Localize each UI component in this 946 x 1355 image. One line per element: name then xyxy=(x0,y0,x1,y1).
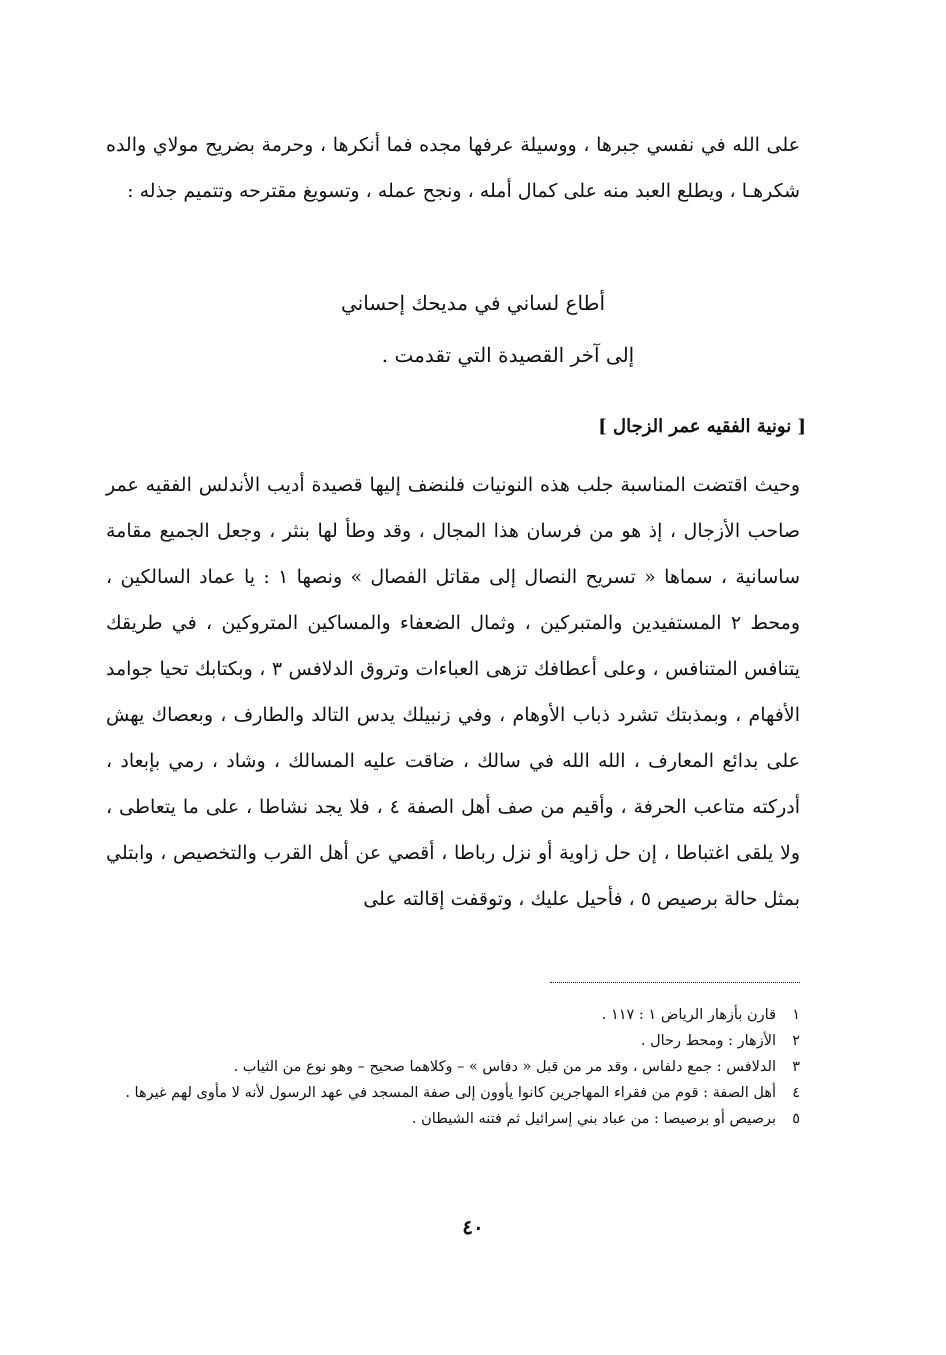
footnote-number: ٥ xyxy=(792,1111,800,1127)
footnote-number: ٣ xyxy=(792,1059,800,1075)
footnote-divider xyxy=(550,982,800,983)
footnote-text: الأزهار : ومحط رحال . xyxy=(640,1033,776,1049)
footnote-item xyxy=(106,1106,800,1132)
page-number: ٤٠ xyxy=(462,1215,484,1239)
footnote-text: برصيص أو برصيصا : من عباد بني إسرائيل ثم فتنه الشيطان . xyxy=(411,1111,776,1127)
footnote-text: أهل الصفة : قوم من فقراء المهاجرين كانوا يأوون إلى صفة المسجد في عهد الرسول لأنه لا مأوى لهم غيرها . xyxy=(125,1085,776,1101)
footnotes xyxy=(106,1002,800,1132)
verse-line: أطاع لساني في مديحك إحساني xyxy=(340,291,606,315)
verse-block xyxy=(0,277,946,381)
footnote-item xyxy=(106,1080,800,1106)
footnote-text: الدلافس : جمع دلفاس ، وقد مر من قبل « دفاس » – وكلاهما صحيح – وهو نوع من الثياب . xyxy=(233,1059,776,1075)
footnote-number: ٤ xyxy=(792,1085,800,1101)
verse-reference: إلى آخر القصيدة التي تقدمت . xyxy=(381,343,635,367)
footnote-item xyxy=(106,1028,800,1054)
footnote-item xyxy=(106,1054,800,1080)
footnote-number: ١ xyxy=(792,1007,800,1023)
footnote-text: قارن بأزهار الرياض ١ : ١١٧ . xyxy=(601,1007,776,1023)
intro-paragraph: على الله في نفسي جبرها ، ووسيلة عرفها مجده فما أنكرها ، وحرمة بضريح مولاي والده شكرهـا ، ويطلع العبد منه على كمال أمله ، ونجح عمله ، وتسويغ مقترحه وتتميم جذله : xyxy=(106,134,801,202)
footnote-number: ٢ xyxy=(792,1033,800,1049)
body-paragraph: وحيث اقتضت المناسبة جلب هذه النونيات فلنضف إليها قصيدة أديب الأندلس الفقيه عمر صاحب الأزجال ، إذ هو من فرسان هذا المجال ، وقد وطأ لها بنثر ، وجعل الجميع مقامة ساسانية ، سماها « تسريح النصال إلى مقاتل الفصال » ونصها ١ : يا عماد السالكين ، ومحط ٢ المستفيدين والمتبركين ، وثمال الضعفاء والمساكين المتروكين ، في طريقك يتنافس المتنافس ، وعلى أعطافك تزهى العباءات وتروق الدلافس ٣ ، وبكتابك تحيا جوامد الأفهام ، وبمذبتك تشرد ذباب الأوهام ، وفي زنبيلك يدس التالد والطارف ، وبعصاك يهش على بدائع المعارف ، الله الله في سالك ، ضاقت عليه المسالك ، وشاد ، رمي بإبعاد ، أدركته متاعب الحرفة ، وأقيم من صف أهل الصفة ٤ ، فلا يجد نشاطا ، على ما يتعاطى ، ولا يلقى اغتباطا ، إن حل زاوية أو نزل رباطا ، أقصي عن أهل القرب والتخصيص ، وابتلي بمثل حالة برصيص ٥ ، فأحيل عليك ، وتوقفت إقالته على xyxy=(106,474,800,910)
section-heading: [ نونية الفقيه عمر الزجال ] xyxy=(598,416,806,437)
footnote-item xyxy=(106,1002,800,1028)
